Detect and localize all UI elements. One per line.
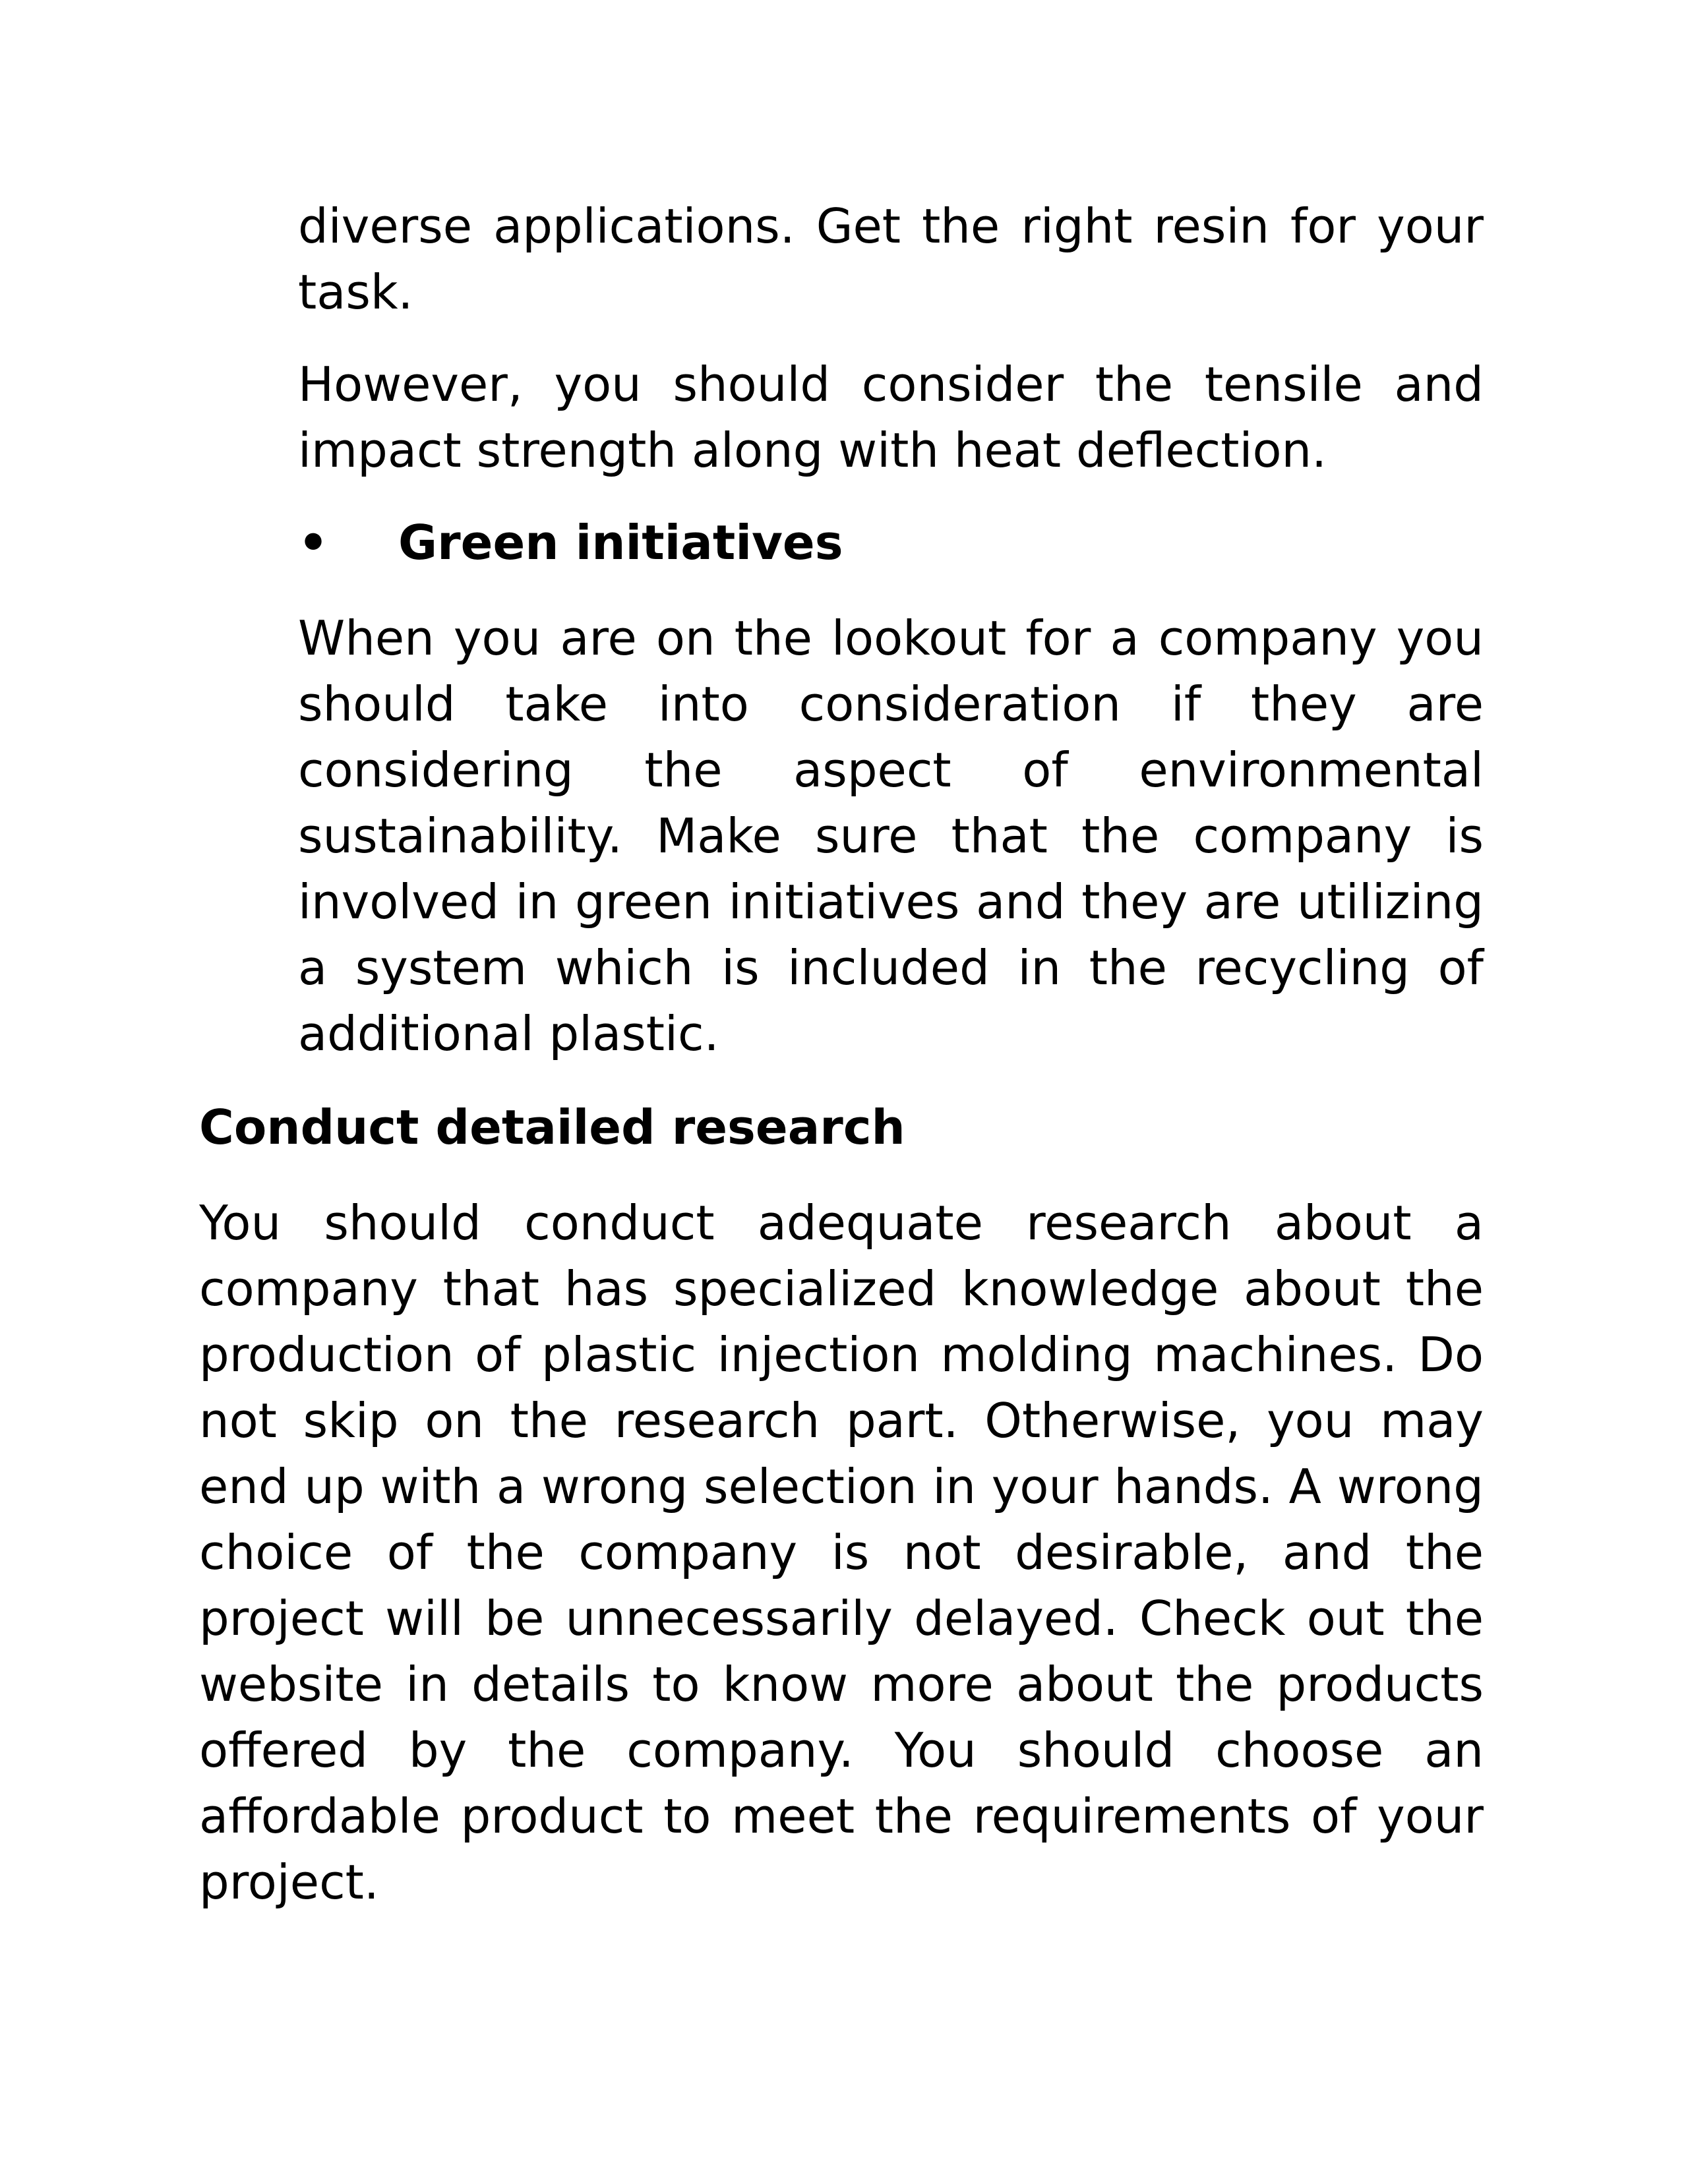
paragraph-resin-applications: diverse applications. Get the right resin for your task. xyxy=(298,198,1484,320)
paragraph-green-initiatives: When you are on the lookout for a company you should take into consideration if they are considering the aspect of environmental sustainability. Make sure that the company is involved in green initiatives and they are utilizing a system which is included in the recycling of additional plastic. xyxy=(298,610,1484,1061)
section-heading: Conduct detailed research xyxy=(199,1100,905,1155)
bullet-heading: Green initiatives xyxy=(398,515,843,570)
paragraph-detailed-research: You should conduct adequate research about a company that has specialized knowledge about the production of plastic injection molding machines. Do not skip on the research part. Otherwise, you may end up with a wrong selection in your hands. A wrong choice of the company is not desirable, and the project will be unnecessarily delayed. Check out the website in details to know more about the products offered by the company. You should choose an affordable product to meet the requirements of your project. xyxy=(199,1195,1484,1910)
paragraph-tensile-strength: However, you should consider the tensile and impact strength along with heat deflection. xyxy=(298,357,1484,478)
bullet-icon: • xyxy=(298,515,329,570)
